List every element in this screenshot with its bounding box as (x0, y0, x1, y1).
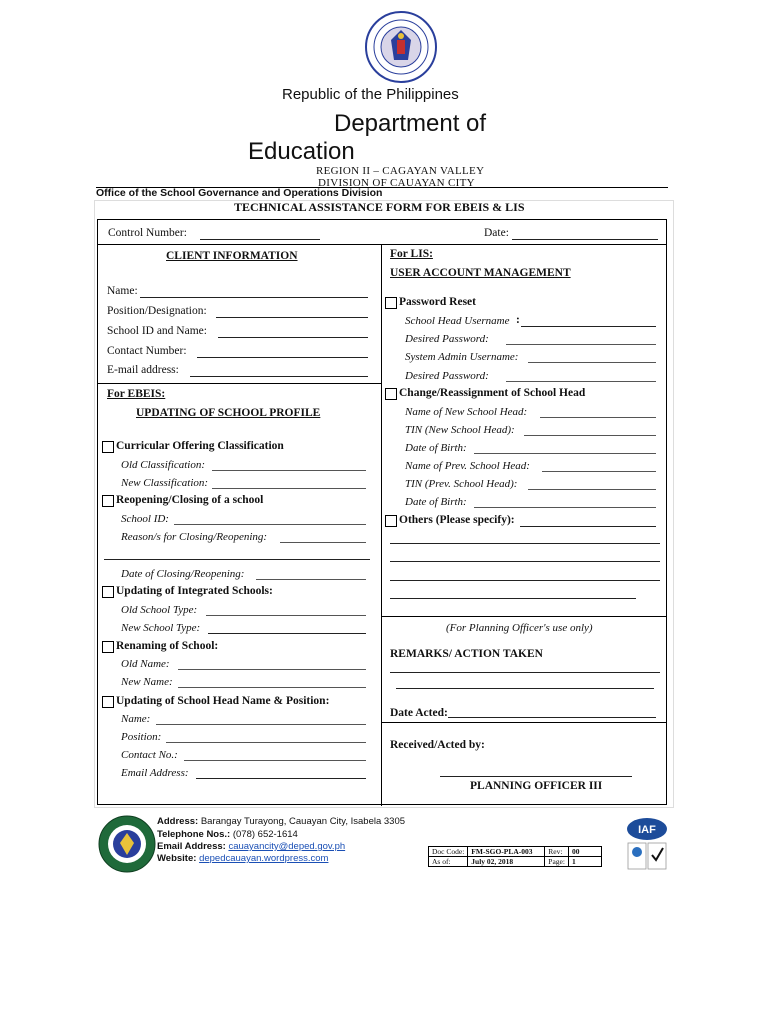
new-head-name-field[interactable] (540, 417, 656, 418)
reasons-field[interactable] (280, 542, 366, 543)
prev-head-name-field[interactable] (542, 471, 656, 472)
office-text: Office of the School Governance and Operations Division (96, 187, 383, 199)
renaming-checkbox[interactable] (102, 641, 114, 653)
lis-heading: For LIS: (390, 248, 433, 260)
others-field[interactable] (520, 526, 656, 527)
website-link[interactable]: depedcauayan.wordpress.com (199, 853, 329, 864)
others-line-4[interactable] (390, 598, 636, 599)
tin-prev-label: TIN (Prev. School Head): (405, 478, 518, 490)
head-email-field[interactable] (196, 778, 366, 779)
client-position-field[interactable] (216, 317, 368, 318)
others-checkbox[interactable] (385, 515, 397, 527)
reopening-label: Reopening/Closing of a school (116, 494, 264, 506)
head-position-field[interactable] (166, 742, 366, 743)
renaming-label: Renaming of School: (116, 640, 219, 652)
new-classification-field[interactable] (212, 488, 366, 489)
client-section-divider (97, 383, 382, 384)
password-reset-label: Password Reset (399, 296, 476, 308)
remarks-heading: REMARKS/ ACTION TAKEN (390, 648, 543, 660)
password-reset-checkbox[interactable] (385, 297, 397, 309)
client-name-label: Name: (107, 285, 138, 297)
head-email-label: Email Address: (121, 767, 189, 779)
email-link[interactable]: cauayancity@deped.gov.ph (228, 841, 346, 852)
as-of-value: July 02, 2018 (468, 857, 545, 867)
received-label: Received/Acted by: (390, 739, 485, 751)
head-username-field[interactable] (521, 326, 656, 327)
tin-new-label: TIN (New School Head): (405, 424, 515, 436)
page-label: Page: (545, 857, 569, 867)
tin-new-field[interactable] (524, 435, 656, 436)
old-classification-label: Old Classification: (121, 459, 206, 471)
head-name-label: Name: (121, 713, 151, 725)
head-name-field[interactable] (156, 724, 366, 725)
head-contact-field[interactable] (184, 760, 366, 761)
planning-use-note: (For Planning Officer's use only) (446, 622, 593, 634)
client-school-label: School ID and Name: (107, 325, 207, 337)
footer-website: Website: depedcauayan.wordpress.com (157, 853, 329, 864)
date-closing-label: Date of Closing/Reopening: (121, 568, 245, 580)
client-position-label: Position/Designation: (107, 305, 207, 317)
doc-code-label: Doc Code: (429, 847, 468, 857)
lis-subheading: USER ACCOUNT MANAGEMENT (390, 267, 571, 279)
footer-email: Email Address: cauayancity@deped.gov.ph (157, 841, 346, 852)
client-email-label: E-mail address: (107, 364, 179, 376)
desired-password2-label: Desired Password: (405, 370, 489, 382)
date-closing-field[interactable] (256, 579, 366, 580)
head-contact-label: Contact No.: (121, 749, 178, 761)
remarks-line-1[interactable] (390, 672, 660, 673)
rev-value: 00 (568, 847, 601, 857)
date-acted-field[interactable] (448, 717, 656, 718)
date-field[interactable] (512, 239, 658, 240)
client-contact-field[interactable] (197, 357, 368, 358)
old-name-field[interactable] (178, 669, 366, 670)
head-update-checkbox[interactable] (102, 696, 114, 708)
as-of-label: As of: (429, 857, 468, 867)
curricular-label: Curricular Offering Classification (116, 440, 284, 452)
control-number-label: Control Number: (108, 227, 187, 239)
document-code-table (428, 846, 602, 867)
rev-label: Rev: (545, 847, 569, 857)
sysadmin-username-field[interactable] (528, 362, 656, 363)
head-username-colon: : (516, 314, 520, 326)
client-school-field[interactable] (218, 337, 368, 338)
ebeis-heading: For EBEIS: (107, 388, 166, 400)
department-title-line1: Department of (334, 110, 487, 137)
reasons-field-line2[interactable] (104, 559, 370, 560)
change-head-label: Change/Reassignment of School Head (399, 387, 586, 399)
head-position-label: Position: (121, 731, 162, 743)
control-number-field[interactable] (200, 239, 320, 240)
dob2-label: Date of Birth: (405, 496, 467, 508)
others-line-3[interactable] (390, 580, 660, 581)
client-contact-label: Contact Number: (107, 345, 187, 357)
new-classification-label: New Classification: (121, 477, 209, 489)
prev-head-name-label: Name of Prev. School Head: (405, 460, 530, 472)
old-classification-field[interactable] (212, 470, 366, 471)
doc-code-value: FM-SGO-PLA-003 (468, 847, 545, 857)
client-info-heading: CLIENT INFORMATION (166, 250, 298, 262)
iaf-label: IAF (638, 824, 656, 836)
new-type-field[interactable] (208, 633, 366, 634)
head-update-label: Updating of School Head Name & Position: (116, 695, 330, 707)
desired-password2-field[interactable] (506, 381, 656, 382)
dob1-field[interactable] (474, 453, 656, 454)
division-seal-logo (98, 815, 156, 873)
tin-prev-field[interactable] (528, 489, 656, 490)
dob2-field[interactable] (474, 507, 656, 508)
row-divider (97, 244, 667, 245)
received-section-divider (381, 722, 667, 723)
integrated-checkbox[interactable] (102, 586, 114, 598)
others-line-1[interactable] (390, 543, 660, 544)
others-line-2[interactable] (390, 561, 660, 562)
deped-seal-logo (364, 10, 438, 84)
head-username-label: School Head Username (405, 315, 510, 327)
new-name-field[interactable] (178, 687, 366, 688)
new-name-label: New Name: (121, 676, 173, 688)
planning-officer-title: PLANNING OFFICER III (470, 780, 603, 792)
reopening-checkbox[interactable] (102, 495, 114, 507)
header-divider (96, 187, 668, 188)
division-text: DIVISION OF CAUAYAN CITY (318, 177, 475, 189)
iaf-certification-logo (626, 817, 668, 871)
desired-password-label: Desired Password: (405, 333, 489, 345)
desired-password-field[interactable] (506, 344, 656, 345)
new-head-name-label: Name of New School Head: (405, 406, 528, 418)
new-type-label: New School Type: (121, 622, 201, 634)
client-name-field[interactable] (140, 297, 368, 298)
remarks-line-2[interactable] (396, 688, 654, 689)
old-type-field[interactable] (206, 615, 366, 616)
change-head-checkbox[interactable] (385, 388, 397, 400)
signature-line[interactable] (440, 776, 632, 777)
others-label: Others (Please specify): (399, 514, 515, 526)
date-label: Date: (484, 227, 509, 239)
page-value: 1 (568, 857, 601, 867)
sysadmin-username-label: System Admin Username: (405, 351, 519, 363)
client-email-field[interactable] (190, 376, 368, 377)
old-type-label: Old School Type: (121, 604, 198, 616)
department-title-line2: Education (248, 138, 355, 165)
date-acted-label: Date Acted: (390, 707, 448, 719)
curricular-checkbox[interactable] (102, 441, 114, 453)
school-id-field[interactable] (174, 524, 366, 525)
ebeis-subheading: UPDATING OF SCHOOL PROFILE (136, 407, 321, 419)
region-text: REGION II – CAGAYAN VALLEY (316, 165, 485, 177)
integrated-label: Updating of Integrated Schools: (116, 585, 273, 597)
reasons-label: Reason/s for Closing/Reopening: (121, 531, 268, 543)
footer-telephone: Telephone Nos.: (078) 652-1614 (157, 829, 298, 840)
dob1-label: Date of Birth: (405, 442, 467, 454)
old-name-label: Old Name: (121, 658, 170, 670)
republic-text: Republic of the Philippines (282, 86, 459, 103)
planning-section-divider (381, 616, 667, 617)
school-id-label: School ID: (121, 513, 169, 525)
form-title: TECHNICAL ASSISTANCE FORM FOR EBEIS & LIS (234, 200, 525, 214)
footer-address: Address: Barangay Turayong, Cauayan City, Isabela 3305 (157, 816, 406, 827)
